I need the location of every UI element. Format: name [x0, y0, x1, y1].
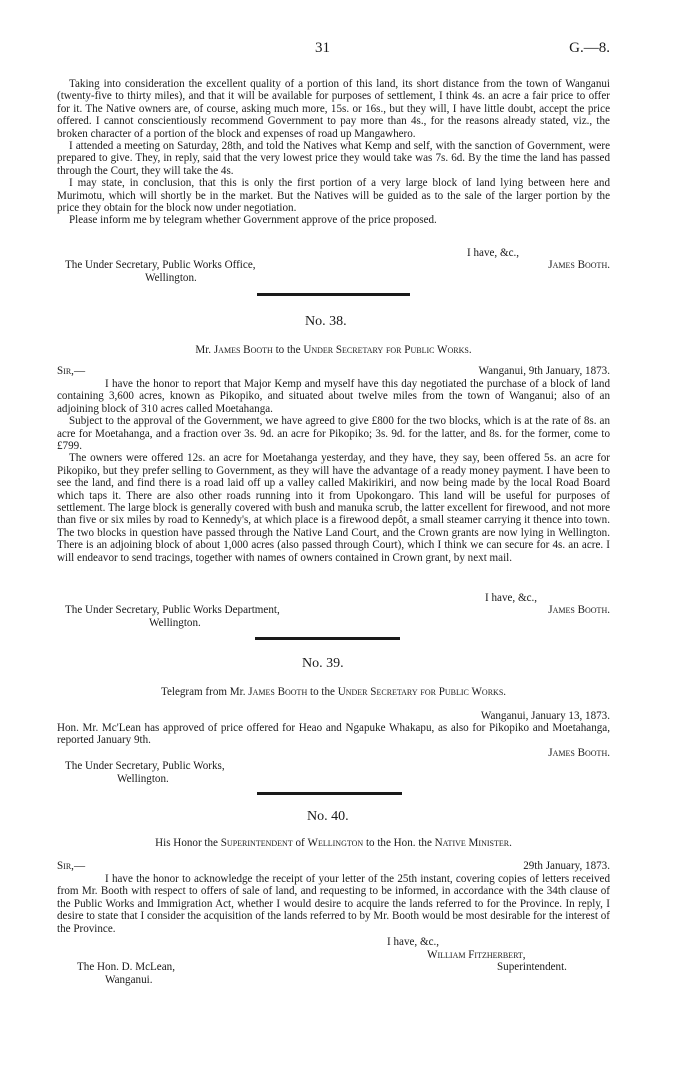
letter-paragraph: The owners were offered 12s. an acre for Moetahanga yesterday, and they have, they say, been offered 5s. an acre for Pikopiko, but they prefer selling to Government, as they will have the advantage of a ready money payment. I have been to see the land, and find there is a road laid off up a valley called Makirikiri, and now being made by the local Road Board which taps it. There are also other roads running into it from Upokongaro. This land will be useful for purposes of settlement. The large block is generally covered with bush and manuka scrub, the latter excellent for firewood, and not more than five or six miles by road to Kennedy's, at which place is a firewood depôt, a small steamer carrying it thence into town. The two blocks in question have passed through the Native Land Court, and the Crown grants are now lying in Wellington. There is an adjoining block of about 1,000 acres (also passed through Court), which I think we can secure for 4s. an acre. I will endeavor to send tracings, together with names of owners contained in Crown grant, by next mail. [57, 452, 610, 564]
no40-signature: William Fitzherbert, [427, 949, 526, 961]
salutation: Sir,— [57, 365, 86, 377]
no40-signature-title: Superintendent. [497, 961, 567, 973]
section-divider [257, 293, 410, 296]
intro-closing: I have, &c., [467, 247, 520, 259]
no40-letter-body: I have the honor to acknowledge the receipt of your letter of the 25th instant, covering copies of letters received from Mr. Booth with respect to offers of sale of land, and requesting to be informed, in accordance with the 34th clause of the Public Works and Immigration Act, whether I would desire to acquire the lands referred to for the Province. In reply, I desire to state that I consider the acquisition of the lands referred to by Mr. Booth would be most desirable for the interest of the Province. [57, 873, 610, 935]
no38-signature: James Booth. [548, 604, 610, 616]
no38-letter-body [57, 378, 610, 564]
no39-addressee: The Under Secretary, Public Works, [65, 760, 225, 772]
letter-paragraph: I have the honor to report that Major Kemp and myself have this day negotiated the purchase of a block of land containing 3,600 acres, known as Pikopiko, and situated about twelve miles from the town of Wanganui; also of an adjoining block of 310 acres called Moetahanga. [57, 378, 610, 415]
salutation: Sir,— [57, 860, 86, 872]
intro-paragraph: I may state, in conclusion, that this is only the first portion of a very large block of land lying between here and Murimotu, which will shortly be in the market. But the Natives will be guided as to the sale of the larger portion by the price they obtain for the block now under negotiation. [57, 177, 610, 215]
section-heading-no-38: No. 38. [305, 314, 347, 329]
telegram-date: Wanganui, January 13, 1873. [480, 710, 610, 722]
section-divider [255, 637, 400, 640]
no40-addressee-city: Wanganui. [105, 974, 153, 986]
intro-paragraph: Please inform me by telegram whether Government approve of the price proposed. [69, 214, 437, 227]
section-subheading-no-38: Mr. James Booth to the Under Secretary for Public Works. [195, 344, 472, 356]
section-heading-no-39: No. 39. [302, 656, 344, 671]
section-heading-no-40: No. 40. [307, 809, 349, 824]
no38-addressee: The Under Secretary, Public Works Department, [65, 604, 280, 616]
intro-letter-body [57, 78, 610, 227]
page-number: 31 [315, 40, 330, 56]
section-subheading-no-39: Telegram from Mr. James Booth to the Under Secretary for Public Works. [160, 686, 507, 698]
letter-date: 29th January, 1873. [523, 860, 610, 872]
letter-paragraph: Subject to the approval of the Government, we have agreed to give £800 for the two blocks, which is at the rate of 8s. an acre for Moetahanga, and a fraction over 3s. 9d. an acre for Pikopiko; 3s. 9d. for the latter, and 8s. for the former, come to £799. [57, 415, 610, 453]
telegram-body: Hon. Mr. Mc'Lean has approved of price offered for Heao and Ngapuke Whakapu, as also for Pikopiko and Moetahanga, reported January 9th. [57, 722, 610, 747]
no38-addressee-city: Wellington. [149, 617, 201, 629]
section-subheading-no-40: His Honor the Superintendent of Wellington to the Hon. the Native Minister. [155, 837, 512, 849]
intro-addressee-city: Wellington. [145, 272, 197, 284]
no39-addressee-city: Wellington. [117, 773, 169, 785]
intro-addressee: The Under Secretary, Public Works Office, [65, 259, 256, 271]
no39-signature: James Booth. [548, 747, 610, 759]
no38-closing: I have, &c., [485, 592, 538, 604]
no40-addressee: The Hon. D. McLean, [77, 961, 175, 973]
document-reference: G.—8. [569, 40, 610, 56]
intro-paragraph: I attended a meeting on Saturday, 28th, and told the Natives what Kemp and self, with the sanction of Government, were prepared to give. They, in reply, said that the very lowest price they would take was 7s. 6d. By the time the land has passed through the Court, they will take the 4s. [57, 140, 610, 177]
intro-paragraph: Taking into consideration the excellent quality of a portion of this land, its short distance from the town of Wanganui (twenty-five to thirty miles), and that it will be available for purposes of settlement, I think 4s. an acre a fair price to offer for it. The Native owners are, of course, asking much more, 15s. or 16s., but they will, I have little doubt, accept the price offered. I cannot conscientiously recommend Government to pay more than 4s., for the reasons already stated, viz., the broken character of a portion of the block and expenses of road up Mangawhero. [57, 78, 610, 140]
no40-closing: I have, &c., [387, 936, 440, 948]
page-header [57, 40, 610, 60]
intro-signature: James Booth. [548, 259, 610, 271]
letter-date: Wanganui, 9th January, 1873. [478, 365, 610, 377]
section-divider [257, 792, 402, 795]
